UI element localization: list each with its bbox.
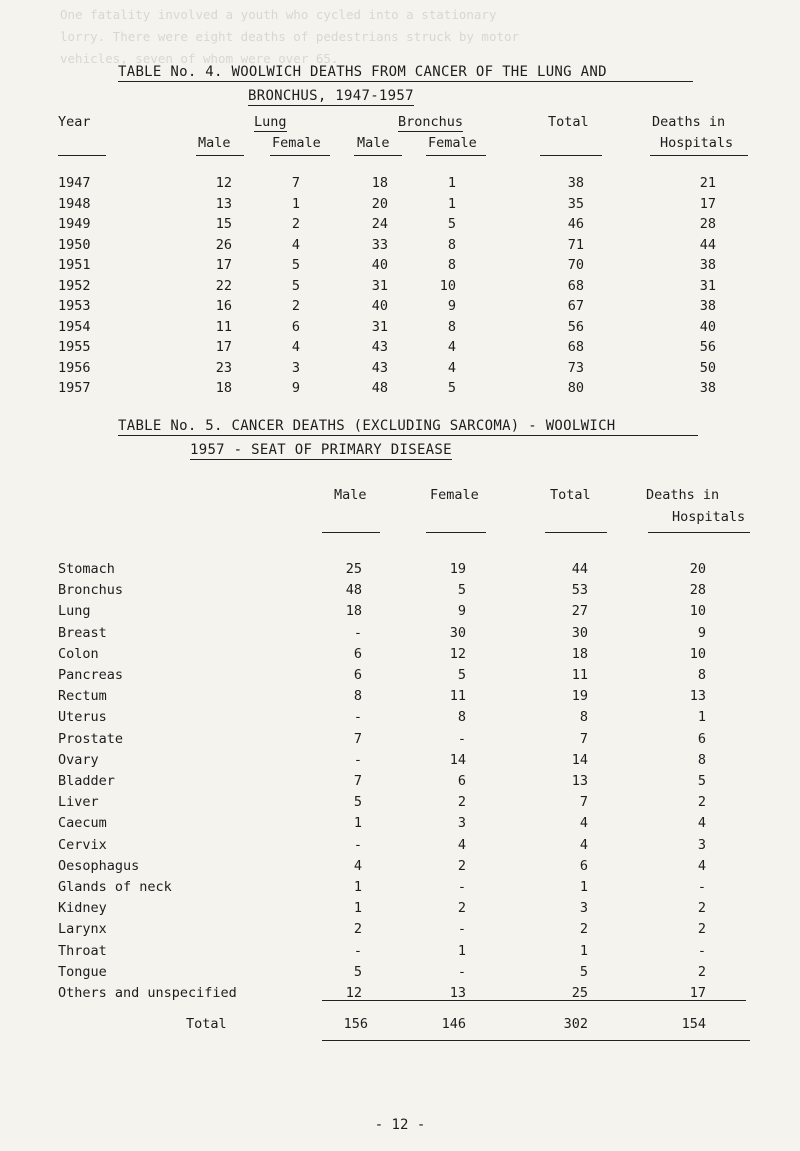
t5-cell-t: 30	[571, 624, 588, 641]
t5-cell-site: Prostate	[58, 730, 124, 747]
t4-cell-hosp: 38	[699, 298, 716, 314]
t5-total-rule-top	[322, 1000, 746, 1001]
t5-cell-t: 19	[571, 688, 588, 705]
t5-cell-h: 9	[697, 624, 706, 641]
t5-cell-t: 25	[571, 985, 588, 1001]
t4-cell-br-f: 10	[439, 277, 456, 294]
t5-header-male: Male	[334, 487, 367, 503]
t5-cell-f: 12	[449, 645, 466, 662]
t4-cell-hosp: 28	[699, 216, 716, 232]
t4-cell-br-f: 5	[447, 216, 456, 232]
t5-cell-h: 4	[697, 815, 706, 832]
t4-header-year: Year	[58, 114, 91, 130]
t4-cell-lung-m: 13	[215, 195, 232, 212]
t4-cell-year: 1947	[58, 175, 91, 191]
t4-cell-br-m: 20	[371, 195, 388, 212]
t5-cell-site: Glands of neck	[58, 879, 172, 895]
t4-cell-year: 1956	[58, 359, 91, 376]
bleed-through-text: One fatality involved a youth who cycled into a stationary lorry. There were eight deaths of pedestrians struck by motor vehicles, seven of whom were over 65.	[60, 7, 520, 66]
t5-cell-h: 2	[697, 794, 706, 811]
t5-header-rule-male	[322, 532, 380, 533]
t5-cell-f: 9	[457, 603, 466, 620]
table5-title-line2: 1957 - SEAT OF PRIMARY DISEASE	[190, 442, 452, 458]
t5-total-label: Total	[186, 1016, 227, 1032]
t4-cell-hosp: 17	[699, 195, 716, 212]
t4-header-lung: Lung	[254, 114, 287, 130]
t5-header-female: Female	[430, 487, 479, 503]
t4-header-rule-br-m	[354, 155, 402, 156]
t4-cell-lung-f: 3	[291, 359, 300, 376]
t4-cell-total: 67	[567, 298, 584, 314]
t5-cell-h: 10	[689, 645, 706, 662]
t5-cell-site: Stomach	[58, 561, 115, 577]
t5-cell-t: 5	[579, 963, 588, 980]
t5-cell-site: Uterus	[58, 709, 107, 726]
t5-cell-t: 7	[579, 730, 588, 747]
t5-cell-site: Pancreas	[58, 667, 124, 683]
t4-cell-hosp: 31	[699, 277, 716, 294]
t4-cell-br-f: 9	[447, 298, 456, 314]
t5-cell-t: 18	[571, 645, 588, 662]
t4-header-rule-lung-f	[270, 155, 330, 156]
t5-cell-h: 2	[697, 963, 706, 980]
t5-cell-site: Liver	[58, 794, 99, 811]
t4-cell-lung-f: 4	[291, 236, 300, 253]
t4-cell-lung-f: 2	[291, 298, 300, 314]
t5-cell-t: 4	[579, 815, 588, 832]
t5-cell-t: 4	[579, 836, 588, 853]
t5-cell-t: 1	[579, 879, 588, 895]
t5-cell-site: Tongue	[58, 963, 107, 980]
t5-cell-h: 28	[689, 582, 706, 599]
t5-cell-m: 8	[353, 688, 362, 705]
t5-cell-h: 5	[697, 773, 706, 789]
t5-cell-f: 1	[457, 942, 466, 959]
t5-cell-f: -	[457, 730, 466, 747]
t5-cell-m: 48	[345, 582, 362, 599]
t5-cell-m: 4	[353, 857, 362, 874]
t4-cell-lung-f: 5	[291, 277, 300, 294]
t4-cell-lung-m: 23	[215, 359, 232, 376]
t5-cell-site: Throat	[58, 942, 107, 959]
t4-cell-lung-m: 11	[215, 318, 232, 335]
t5-cell-h: 8	[697, 667, 706, 683]
t5-cell-f: 19	[449, 561, 466, 577]
t4-cell-br-m: 48	[371, 380, 388, 396]
t4-cell-year: 1952	[58, 277, 91, 294]
t4-cell-br-f: 4	[447, 359, 456, 376]
t5-cell-m: -	[353, 836, 362, 853]
t5-cell-site: Rectum	[58, 688, 107, 705]
t5-cell-m: 18	[345, 603, 362, 620]
t4-cell-total: 56	[567, 318, 584, 335]
t5-cell-site: Kidney	[58, 900, 107, 917]
t5-cell-f: -	[457, 879, 466, 895]
t5-cell-site: Others and unspecified	[58, 985, 237, 1001]
t4-cell-lung-m: 12	[215, 175, 232, 191]
t4-cell-br-m: 33	[371, 236, 388, 253]
t5-header-deaths-in: Deaths in	[646, 487, 720, 503]
t4-cell-br-m: 43	[371, 339, 388, 355]
t5-cell-m: 2	[353, 921, 362, 938]
t4-cell-year: 1957	[58, 380, 91, 396]
t5-cell-site: Oesophagus	[58, 857, 140, 874]
t5-cell-f: 4	[457, 836, 466, 853]
t5-cell-h: 1	[697, 709, 706, 726]
t5-cell-t: 1	[579, 942, 588, 959]
t5-cell-m: 1	[353, 879, 362, 895]
t5-cell-m: 6	[353, 667, 362, 683]
t5-cell-h: 10	[689, 603, 706, 620]
t5-cell-m: 12	[345, 985, 362, 1001]
t5-cell-f: 2	[457, 794, 466, 811]
t4-header-bronchus-male: Male	[357, 135, 390, 151]
t5-cell-f: 5	[457, 667, 466, 683]
table5-title	[118, 418, 698, 460]
t4-cell-year: 1949	[58, 216, 91, 232]
t4-cell-lung-f: 6	[291, 318, 300, 335]
t5-cell-f: 11	[449, 688, 466, 705]
t4-cell-br-f: 8	[447, 318, 456, 335]
t5-cell-f: 2	[457, 900, 466, 917]
t4-header-total: Total	[548, 114, 589, 130]
t4-cell-year: 1954	[58, 318, 91, 335]
page-number: - 12 -	[374, 1117, 426, 1133]
t5-cell-m: 7	[353, 730, 362, 747]
t4-header-hospitals: Hospitals	[660, 135, 734, 151]
t5-cell-site: Caecum	[58, 815, 107, 832]
table4-title	[118, 64, 693, 106]
t5-cell-h: -	[697, 879, 706, 895]
t5-cell-f: 3	[457, 815, 466, 832]
t5-cell-m: -	[353, 709, 362, 726]
t4-cell-year: 1953	[58, 298, 91, 314]
t4-header-lung-male: Male	[198, 135, 231, 151]
t5-cell-h: 13	[689, 688, 706, 705]
t5-cell-f: 6	[457, 773, 466, 789]
t4-header-bronchus: Bronchus	[398, 114, 464, 130]
t4-header-rule-br-f	[426, 155, 486, 156]
t4-header-deaths-in: Deaths in	[652, 114, 726, 130]
t4-cell-lung-m: 26	[215, 236, 232, 253]
t5-cell-f: 30	[449, 624, 466, 641]
t4-cell-lung-f: 9	[291, 380, 300, 396]
t4-cell-lung-f: 5	[291, 257, 300, 273]
t4-cell-hosp: 40	[699, 318, 716, 335]
t4-header-bronchus-female: Female	[428, 135, 477, 151]
t4-cell-br-f: 1	[447, 175, 456, 191]
t4-header-rule-year	[58, 155, 106, 156]
t5-header-hospitals: Hospitals	[672, 509, 746, 525]
t5-cell-f: 5	[457, 582, 466, 599]
t5-cell-h: 6	[697, 730, 706, 747]
t5-total-female: 146	[441, 1016, 466, 1032]
t5-cell-m: 5	[353, 963, 362, 980]
t4-cell-lung-m: 22	[215, 277, 232, 294]
t4-cell-lung-m: 16	[215, 298, 232, 314]
t5-cell-m: 1	[353, 900, 362, 917]
t4-cell-lung-f: 1	[291, 195, 300, 212]
t5-total-male: 156	[343, 1016, 368, 1032]
t4-cell-lung-m: 15	[215, 216, 232, 232]
t5-cell-m: 25	[345, 561, 362, 577]
t5-cell-t: 7	[579, 794, 588, 811]
t4-cell-br-m: 43	[371, 359, 388, 376]
t4-cell-year: 1950	[58, 236, 91, 253]
t5-header-rule-total	[545, 532, 607, 533]
table5-title-line1: TABLE No. 5. CANCER DEATHS (EXCLUDING SARCOMA) - WOOLWICH	[118, 418, 698, 436]
t5-cell-t: 53	[571, 582, 588, 599]
t4-cell-br-f: 1	[447, 195, 456, 212]
t4-cell-lung-m: 17	[215, 339, 232, 355]
t5-cell-f: 14	[449, 751, 466, 768]
t5-cell-f: -	[457, 963, 466, 980]
t5-total-hosp: 154	[681, 1016, 706, 1032]
t5-cell-h: -	[697, 942, 706, 959]
t5-cell-t: 27	[571, 603, 588, 620]
t4-cell-hosp: 44	[699, 236, 716, 253]
t4-cell-total: 70	[567, 257, 584, 273]
t4-cell-total: 35	[567, 195, 584, 212]
t5-cell-f: 2	[457, 857, 466, 874]
t5-cell-t: 14	[571, 751, 588, 768]
t5-total-rule-bottom	[322, 1040, 750, 1041]
t5-cell-m: -	[353, 624, 362, 641]
t5-cell-t: 2	[579, 921, 588, 938]
t5-cell-m: 5	[353, 794, 362, 811]
t4-cell-lung-m: 18	[215, 380, 232, 396]
t5-cell-t: 3	[579, 900, 588, 917]
t4-cell-lung-m: 17	[215, 257, 232, 273]
t5-cell-m: -	[353, 942, 362, 959]
t5-cell-h: 17	[689, 985, 706, 1001]
t5-cell-site: Larynx	[58, 921, 107, 938]
t4-cell-total: 80	[567, 380, 584, 396]
t4-cell-br-m: 40	[371, 257, 388, 273]
t4-cell-year: 1948	[58, 195, 91, 212]
t5-cell-t: 13	[571, 773, 588, 789]
t4-header-rule-hosp	[650, 155, 748, 156]
t4-cell-hosp: 38	[699, 257, 716, 273]
t5-cell-t: 8	[579, 709, 588, 726]
t4-cell-br-f: 8	[447, 257, 456, 273]
t4-cell-total: 38	[567, 175, 584, 191]
t4-cell-br-f: 8	[447, 236, 456, 253]
t5-header-rule-hosp	[648, 532, 750, 533]
t5-cell-h: 2	[697, 921, 706, 938]
t5-cell-site: Ovary	[58, 751, 99, 768]
t4-cell-br-m: 31	[371, 318, 388, 335]
t4-cell-year: 1955	[58, 339, 91, 355]
t5-cell-t: 11	[571, 667, 588, 683]
t4-cell-year: 1951	[58, 257, 91, 273]
t4-cell-br-m: 40	[371, 298, 388, 314]
t5-cell-h: 4	[697, 857, 706, 874]
t4-cell-hosp: 50	[699, 359, 716, 376]
t5-cell-t: 6	[579, 857, 588, 874]
t5-cell-site: Cervix	[58, 836, 107, 853]
t5-cell-m: 1	[353, 815, 362, 832]
t5-cell-site: Breast	[58, 624, 107, 641]
t5-cell-site: Colon	[58, 645, 99, 662]
table4-title-line1: TABLE No. 4. WOOLWICH DEATHS FROM CANCER OF THE LUNG AND	[118, 64, 693, 82]
t4-cell-br-f: 4	[447, 339, 456, 355]
t5-cell-site: Lung	[58, 603, 91, 620]
t4-cell-total: 68	[567, 277, 584, 294]
t4-cell-br-m: 18	[371, 175, 388, 191]
t4-cell-total: 73	[567, 359, 584, 376]
t5-cell-f: -	[457, 921, 466, 938]
t4-cell-lung-f: 4	[291, 339, 300, 355]
t5-cell-h: 8	[697, 751, 706, 768]
t4-header-lung-female: Female	[272, 135, 321, 151]
t4-header-rule-lung-m	[196, 155, 244, 156]
t5-cell-site: Bladder	[58, 773, 115, 789]
t5-cell-h: 20	[689, 561, 706, 577]
t4-cell-br-m: 24	[371, 216, 388, 232]
t4-cell-total: 71	[567, 236, 584, 253]
t5-cell-site: Bronchus	[58, 582, 124, 599]
t5-header-rule-female	[426, 532, 486, 533]
t5-cell-h: 2	[697, 900, 706, 917]
t5-cell-t: 44	[571, 561, 588, 577]
t5-total-total: 302	[563, 1016, 588, 1032]
t4-cell-lung-f: 2	[291, 216, 300, 232]
t4-cell-br-m: 31	[371, 277, 388, 294]
t5-cell-m: 6	[353, 645, 362, 662]
t4-cell-total: 46	[567, 216, 584, 232]
t4-cell-total: 68	[567, 339, 584, 355]
t5-cell-m: -	[353, 751, 362, 768]
t4-cell-lung-f: 7	[291, 175, 300, 191]
t5-cell-f: 8	[457, 709, 466, 726]
t4-cell-hosp: 38	[699, 380, 716, 396]
t5-cell-f: 13	[449, 985, 466, 1001]
t4-cell-hosp: 21	[699, 175, 716, 191]
t5-header-total: Total	[550, 487, 591, 503]
t5-cell-h: 3	[697, 836, 706, 853]
t5-cell-m: 7	[353, 773, 362, 789]
table4-title-line2: BRONCHUS, 1947-1957	[248, 88, 414, 104]
t4-cell-hosp: 56	[699, 339, 716, 355]
t4-cell-br-f: 5	[447, 380, 456, 396]
t4-header-rule-total	[540, 155, 602, 156]
